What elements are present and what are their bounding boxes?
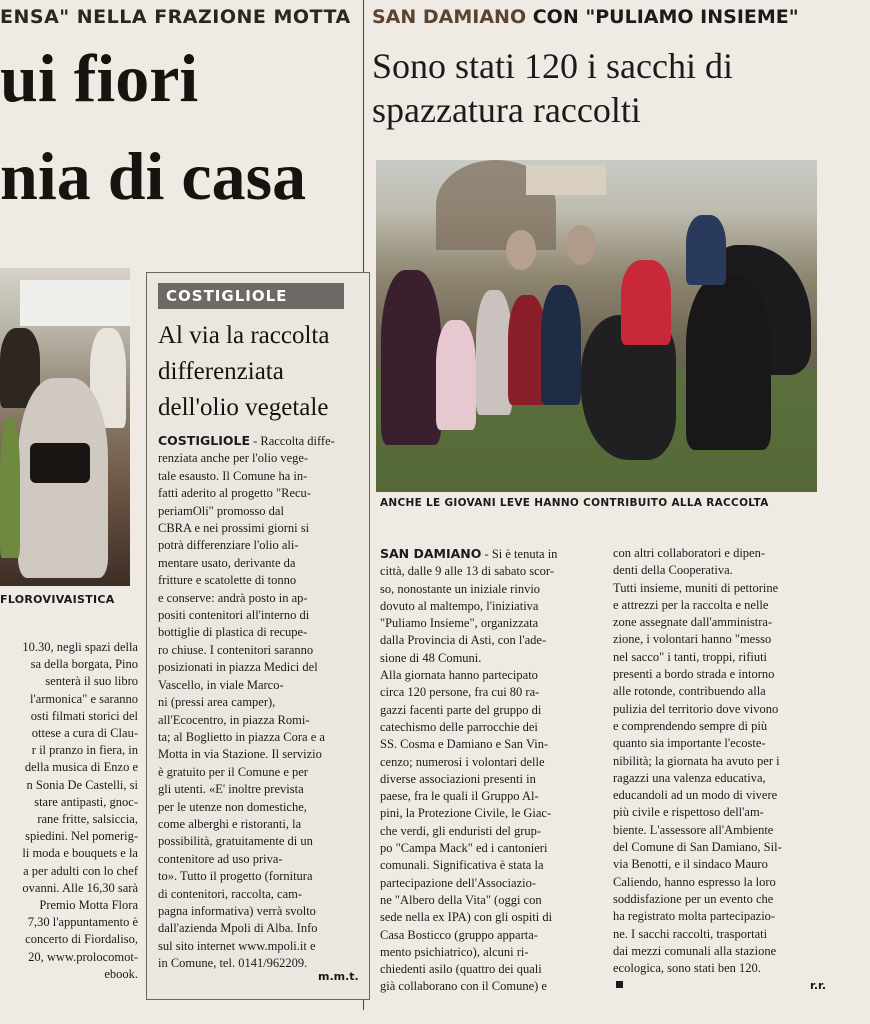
text-line: di contenitori, raccolta, cam-: [158, 886, 303, 901]
text-line: della musica di Enzo e: [24, 760, 138, 775]
text-line: per le utenze non domestiche,: [158, 799, 307, 814]
group-photo-caption: ANCHE LE GIOVANI LEVE HANNO CONTRIBUITO ALLA RACCOLTA: [380, 497, 769, 509]
left-article-headline-line-1: ui fiori: [0, 40, 199, 116]
text-line: paese, fra le quali il Gruppo Al-: [380, 789, 539, 804]
text-line: l'armonica" e saranno: [29, 691, 138, 706]
text-line: è gratuito per il Comune e per: [158, 764, 308, 779]
text-line: gli utenti. «E' inoltre prevista: [158, 782, 304, 797]
text-line: pulizia del territorio dove vivono: [613, 701, 779, 716]
text-line: del Comune di San Damiano, Sil-: [613, 840, 782, 855]
text-line: diverse associazioni presenti in: [380, 771, 536, 786]
text-line: sede nella ex IPA) con gli ospiti di: [380, 910, 553, 925]
text-line: so, nonostante un iniziale rinvio: [380, 581, 541, 596]
text-line: concerto di Fiordaliso,: [25, 932, 138, 947]
right-article-headline: Sono stati 120 i sacchi di spazzatura raccolti: [372, 46, 733, 130]
right-article-kicker: [372, 6, 799, 28]
right-article-signature: r.r.: [810, 979, 827, 992]
title-line: differenziata: [158, 358, 284, 385]
text-line: Vascello, in viale Marco-: [158, 677, 284, 692]
text-line: e attrezzi per la raccolta e nelle: [613, 597, 769, 612]
text-line: - Raccolta diffe-: [250, 434, 335, 448]
text-line: spiedini. Nel pomerig-: [25, 829, 138, 844]
left-article-kicker: ENSA" NELLA FRAZIONE MOTTA: [0, 6, 351, 28]
text-line: zione, i volontari hanno "messo: [613, 632, 772, 647]
text-line: fatti aderito al progetto "Recu-: [158, 486, 311, 501]
text-line: ebook.: [104, 966, 138, 981]
text-line: ni (pressi area camper),: [158, 695, 276, 710]
text-line: zone assegnate dall'amministra-: [613, 615, 773, 630]
text-line: potrà differenziare l'olio ali-: [158, 538, 299, 553]
box-article-title: [158, 318, 363, 426]
text-line: "Puliamo Insieme", organizzata: [380, 616, 539, 631]
box-article-dateline: COSTIGLIOLE: [158, 433, 250, 448]
text-line: 10.30, negli spazi della: [22, 640, 138, 654]
text-line: - Si è tenuta in: [481, 547, 558, 561]
text-line: a per adulti con lo chef: [23, 863, 138, 878]
text-line: bottiglie di plastica di recupe-: [158, 625, 308, 640]
text-line: sione di 48 Comuni.: [380, 650, 482, 665]
kicker-topic: CON "PULIAMO INSIEME": [526, 6, 799, 28]
text-line: possibilità, gratuitamente di un: [158, 834, 313, 849]
text-line: chiedenti asilo (quattro dei quali: [380, 962, 542, 977]
title-line: dell'olio vegetale: [158, 394, 329, 421]
text-line: città, dalle 9 alle 13 di sabato scor-: [380, 564, 554, 579]
text-line: stare antipasti, gnoc-: [34, 794, 138, 809]
text-line: li moda e bouquets e la: [22, 846, 138, 861]
text-line: alle rotonde, contribuendo alla: [613, 684, 766, 699]
text-line: sul sito internet www.mpoli.it e: [158, 938, 316, 953]
text-line: CBRA e nei prossimi giorni si: [158, 521, 310, 536]
text-line: ta; al Boglietto in piazza Cora e a: [158, 729, 325, 744]
text-line: mentare usato, derivante da: [158, 555, 296, 570]
left-article-headline-line-2: nia di casa: [0, 138, 307, 214]
text-line: ecologica, sono stati ben 120.: [613, 961, 761, 976]
text-line: già collaborano con il Comune) e: [380, 979, 547, 994]
text-line: comunali. Significativa è stata la: [380, 858, 544, 873]
text-line: rane fritte, salsiccia,: [37, 812, 138, 827]
text-line: n Sonia De Castelli, si: [26, 777, 138, 792]
text-line: biente. L'assessore all'Ambiente: [613, 822, 774, 837]
box-article-body: [158, 432, 360, 973]
text-line: soddisfazione per un evento che: [613, 891, 774, 906]
text-line: ottese a cura di Clau-: [31, 726, 138, 741]
text-line: Tutti insieme, muniti di pettorine: [613, 580, 779, 595]
text-line: Casa Bosticco (gruppo apparta-: [380, 927, 538, 942]
right-article-column-2: [613, 545, 831, 977]
text-line: ragazzi una valenza educativa,: [613, 770, 766, 785]
text-line: circa 120 persone, fra cui 80 ra-: [380, 685, 540, 700]
text-line: pini, la Protezione Civile, le Giac-: [380, 806, 552, 821]
end-of-column-mark: [616, 981, 623, 988]
text-line: via Benotti, e il sindaco Mauro: [613, 857, 768, 872]
text-line: ovanni. Alle 16,30 sarà: [22, 880, 138, 895]
text-line: Caliendo, hanno espresso la loro: [613, 874, 776, 889]
left-article-photo: [0, 268, 130, 586]
text-line: osti filmati storici del: [30, 708, 138, 723]
text-line: pagna informativa) verrà svolto: [158, 903, 316, 918]
text-line: e comprendendo sempre di più: [613, 718, 768, 733]
text-line: che verdi, gli enduristi del grup-: [380, 823, 542, 838]
text-line: gazzi facenti parte del gruppo di: [380, 702, 542, 717]
text-line: 7,30 l'appuntamento è: [27, 915, 138, 930]
text-line: nel sacco" i tanti, troppi, rifiuti: [613, 649, 768, 664]
text-line: po "Campa Mack" ed i cantonieri: [380, 841, 548, 856]
text-line: presenti a bordo strada e intorno: [613, 667, 775, 682]
text-line: in Comune, tel. 0141/962209.: [158, 956, 308, 971]
text-line: SS. Cosma e Damiano e San Vin-: [380, 737, 549, 752]
text-line: contenitore ad uso priva-: [158, 851, 283, 866]
text-line: dovuto al maltempo, l'iniziativa: [380, 598, 539, 613]
text-line: 20, www.prolocomot-: [28, 949, 138, 964]
kicker-location: SAN DAMIANO: [372, 6, 527, 28]
text-line: fritture e scatolette di tonno: [158, 573, 297, 588]
text-line: Alla giornata hanno partecipato: [380, 668, 538, 683]
text-line: senterà il suo libro: [45, 674, 138, 689]
text-line: tale esausto. Il Comune ha in-: [158, 468, 308, 483]
text-line: r il pranzo in fiera, in: [31, 743, 138, 758]
left-article-body: [0, 639, 138, 983]
text-line: con altri collaboratori e dipen-: [613, 546, 766, 560]
box-article-kicker: COSTIGLIOLE: [158, 283, 344, 309]
text-line: ro chiuse. I contenitori saranno: [158, 642, 314, 657]
text-line: mento psichiatrico), alcuni ri-: [380, 944, 529, 959]
text-line: posizionati in piazza Medici del: [158, 660, 318, 675]
text-line: positi contenitori all'interno di: [158, 608, 310, 623]
right-article-dateline: SAN DAMIANO: [380, 546, 482, 561]
text-line: ha registrato molta partecipazio-: [613, 909, 776, 924]
text-line: all'Ecocentro, in piazza Romi-: [158, 712, 310, 727]
title-line: Al via la raccolta: [158, 322, 330, 349]
group-photo: [376, 160, 817, 492]
text-line: catechismo delle parrocchie dei: [380, 719, 538, 734]
text-line: partecipazione dell'Associazio-: [380, 875, 536, 890]
box-article-signature: m.m.t.: [318, 970, 359, 983]
text-line: renziata anche per l'olio vege-: [158, 451, 309, 466]
text-line: nibilità; la giornata ha avuto per i: [613, 753, 780, 768]
text-line: Motta in via Stazione. Il servizio: [158, 747, 322, 762]
text-line: e conserve: andrà posto in ap-: [158, 590, 308, 605]
text-line: dalla Provincia di Asti, con l'ade-: [380, 633, 547, 648]
text-line: dai mezzi comunali alla stazione: [613, 943, 777, 958]
text-line: ne "Albero della Vita" (oggi con: [380, 892, 542, 907]
text-line: come alberghi e ristoranti, la: [158, 816, 302, 831]
text-line: Premio Motta Flora: [39, 898, 138, 913]
left-article-photo-caption: FLOROVIVAISTICA: [0, 593, 115, 606]
text-line: denti della Cooperativa.: [613, 563, 733, 578]
text-line: to». Tutto il progetto (fornitura: [158, 869, 313, 884]
text-line: più civile e rispettoso dell'am-: [613, 805, 764, 820]
text-line: sa della borgata, Pino: [30, 657, 138, 672]
text-line: ne. I sacchi raccolti, trasportati: [613, 926, 768, 941]
text-line: dall'azienda Mpoli di Alba. Info: [158, 921, 318, 936]
text-line: quanto sia importante l'ecoste-: [613, 736, 766, 751]
text-line: periamOli" promosso dal: [158, 503, 284, 518]
right-article-column-1: [380, 545, 606, 996]
text-line: cenzo; numerosi i volontari delle: [380, 754, 545, 769]
text-line: educandoli ad un modo di vivere: [613, 788, 778, 803]
